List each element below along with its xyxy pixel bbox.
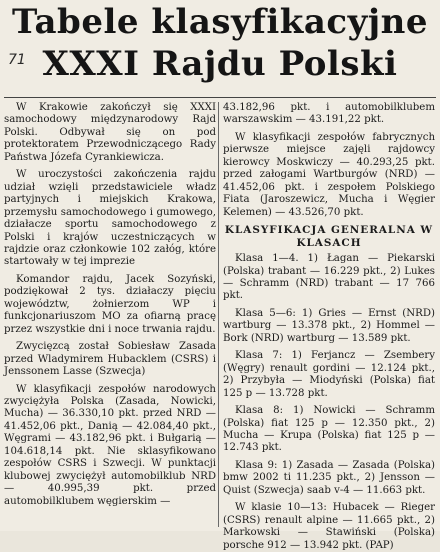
paragraph-winner: Zwycięzcą został Sobiesław Zasada przed Wladymirem Hubacklem (CSRS) i Jenssonem Lasse (Szwecja) bbox=[4, 341, 216, 378]
class-result-9: Klasa 9: 1) Zasada — Zasada (Polska) bmw 2002 ti 11.235 pkt., 2) Jensson — Quist (Szwecja) saab v-4 — 11.663 pkt. bbox=[223, 459, 435, 496]
paragraph-factory-teams: W klasyfikacji zespołów fabrycznych pierwsze miejsce zajęli rajdowcy kierowcy Moskwiczy — 40.293,25 pkt. przed załogami Wartburgów (NRD) — 41.452,06 pkt. i zespołem Polskiego Fiata (Jaroszewicz, Mucha i Węgier Kelemen) — 43.526,70 pkt. bbox=[223, 131, 435, 218]
class-result-10-13: W klasie 10—13: Hubacek — Rieger (CSRS) renault alpine — 11.665 pkt., 2) Markowski — Stawiński (Polska) porsche 912 — 13.942 pkt. (PAP) bbox=[223, 502, 435, 551]
class-result-1-4: Klasa 1—4. 1) Łagan — Piekarski (Polska) trabant — 16.229 pkt., 2) Lukes — Schramm (NRD) trabant — 17 766 pkt. bbox=[223, 253, 435, 302]
paragraph-commander: Komandor rajdu, Jacek Sozyński, podziękował 2 tys. działaczy pięciu województw, żołnierzom WP i funkcjonariuszom MO za ofiarną pracę przez wszystkie dni i noce trwania rajdu. bbox=[4, 273, 216, 335]
handwritten-mark: 71 bbox=[8, 52, 26, 68]
paragraph-ceremony: W uroczystości zakończenia rajdu udział wzięli przedstawiciele władz partyjnych i miejskich Krakowa, przemysłu samochodowego i gumowego, działacze sportu samochodowego z Polski i krajów uczestniczących w rajdzie oraz członkowie 102 załóg, które startowały w tej imprezie bbox=[4, 169, 216, 268]
headline-rule bbox=[4, 97, 436, 98]
left-column bbox=[4, 102, 216, 527]
paragraph-club-continued: 43.182,96 pkt. i automobilklubem warszawskim — 43.191,22 pkt. bbox=[223, 102, 435, 126]
headline-line-2: XXXI Rajdu Polski bbox=[42, 44, 398, 84]
paragraph-national-teams: W klasyfikacji zespołów narodowych zwyciężyła Polska (Zasada, Nowicki, Mucha) — 36.330,10 pkt. przed NRD — 41.452,06 pkt., Danią — 42.084,40 pkt., Węgrami — 43.182,96 pkt. i Bułgarią — 104.618,14 pkt. Nie sklasyfikowano zespołów CSRS i Szwecji. W punktacji klubowej zwyciężył automobilklub NRD — 40.995,39 pkt. przed automobilklubem węgierskim — bbox=[4, 383, 216, 507]
section-title-class-results: KLASYFIKACJA GENERALNA W KLASACH bbox=[224, 224, 434, 249]
paragraph-intro: W Krakowie zakończył się XXXI samochodowy międzynarodowy Rajd Polski. Odbywał się on pod protektoratem Przewodniczącego Rady Państwa Józefa Cyrankiewicza. bbox=[4, 102, 216, 163]
class-result-5-6: Klasa 5—6: 1) Gries — Ernst (NRD) wartburg — 13.378 pkt., 2) Hommel — Bork (NRD) wartburg — 13.589 pkt. bbox=[223, 307, 435, 344]
column-divider bbox=[218, 102, 219, 527]
class-result-7: Klasa 7: 1) Ferjancz — Zsembery (Węgry) renault gordini — 12.124 pkt., 2) Przybyła — Miodyński (Polska) fiat 125 p — 13.728 pkt. bbox=[223, 350, 435, 399]
class-result-8: Klasa 8: 1) Nowicki — Schramm (Polska) fiat 125 p — 12.350 pkt., 2) Mucha — Krupa (Polska) fiat 125 p — 12.743 pkt. bbox=[223, 405, 435, 454]
right-column bbox=[223, 102, 435, 551]
headline-line-1: Tabele klasyfikacyjne bbox=[11, 2, 428, 42]
